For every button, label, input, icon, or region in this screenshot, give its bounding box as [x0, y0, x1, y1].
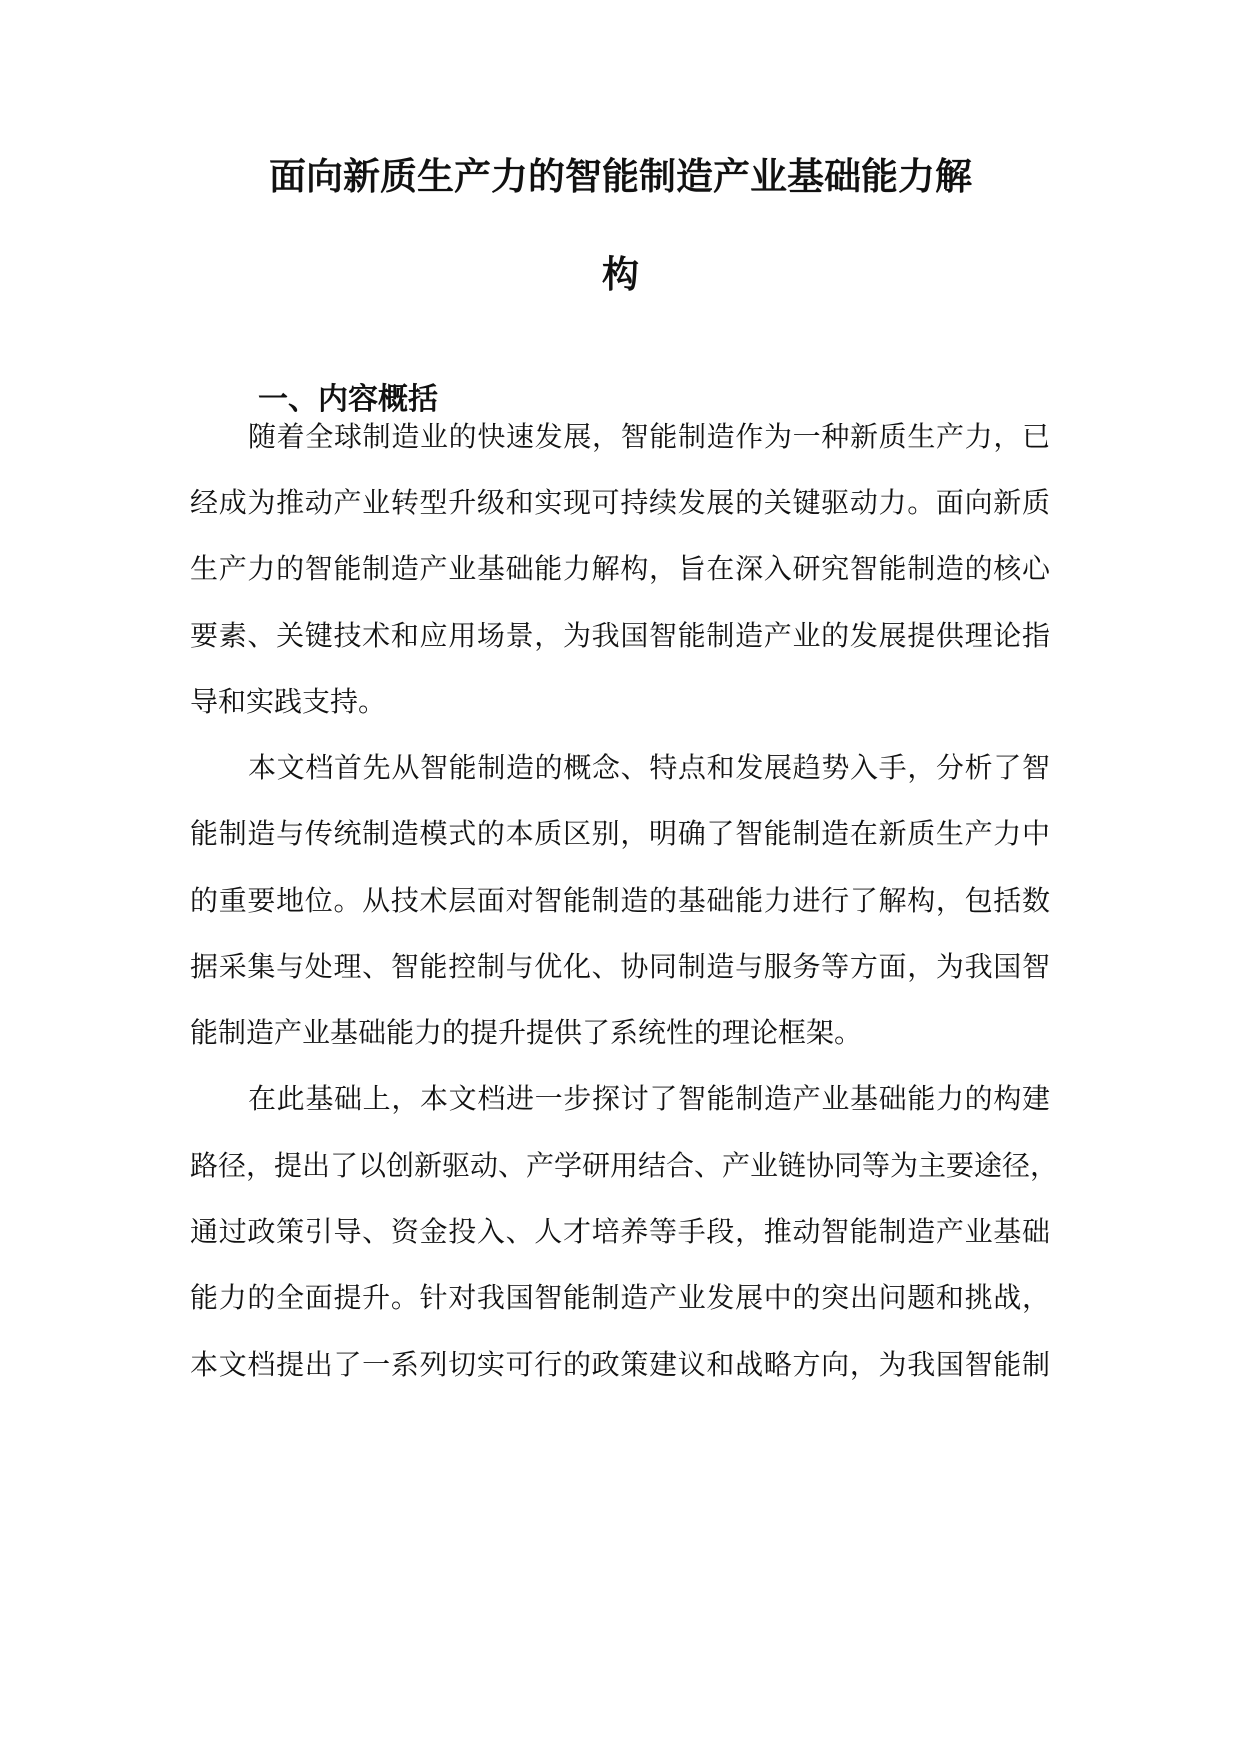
paragraph-line: 能制造产业基础能力的提升提供了系统性的理论框架。 [190, 1016, 863, 1049]
paragraph-line: 经成为推动产业转型升级和实现可持续发展的关键驱动力。面向新质 [190, 486, 1050, 519]
document-title-line-2: 构 [602, 252, 639, 296]
paragraph-line: 通过政策引导、资金投入、人才培养等手段，推动智能制造产业基础 [190, 1215, 1050, 1248]
paragraph-line: 生产力的智能制造产业基础能力解构，旨在深入研究智能制造的核心 [190, 552, 1050, 585]
document-title-line-1: 面向新质生产力的智能制造产业基础能力解 [269, 154, 972, 198]
paragraph-line: 随着全球制造业的快速发展，智能制造作为一种新质生产力，已 [248, 420, 1050, 453]
paragraph-line: 本文档提出了一系列切实可行的政策建议和战略方向，为我国智能制 [190, 1348, 1050, 1381]
paragraph-line: 的重要地位。从技术层面对智能制造的基础能力进行了解构，包括数 [190, 884, 1050, 917]
paragraph-line: 本文档首先从智能制造的概念、特点和发展趋势入手，分析了智 [248, 751, 1050, 784]
section-heading: 一、内容概括 [258, 382, 438, 417]
paragraph-line: 导和实践支持。 [190, 685, 387, 718]
paragraph-line: 路径，提出了以创新驱动、产学研用结合、产业链协同等为主要途径， [190, 1149, 1059, 1182]
paragraph-line: 要素、关键技术和应用场景，为我国智能制造产业的发展提供理论指 [190, 619, 1050, 652]
paragraph-line: 能制造与传统制造模式的本质区别，明确了智能制造在新质生产力中 [190, 817, 1050, 850]
paragraph-line: 据采集与处理、智能控制与优化、协同制造与服务等方面，为我国智 [190, 950, 1050, 983]
paragraph-line: 能力的全面提升。针对我国智能制造产业发展中的突出问题和挑战， [190, 1281, 1050, 1314]
paragraph-line: 在此基础上，本文档进一步探讨了智能制造产业基础能力的构建 [248, 1082, 1050, 1115]
